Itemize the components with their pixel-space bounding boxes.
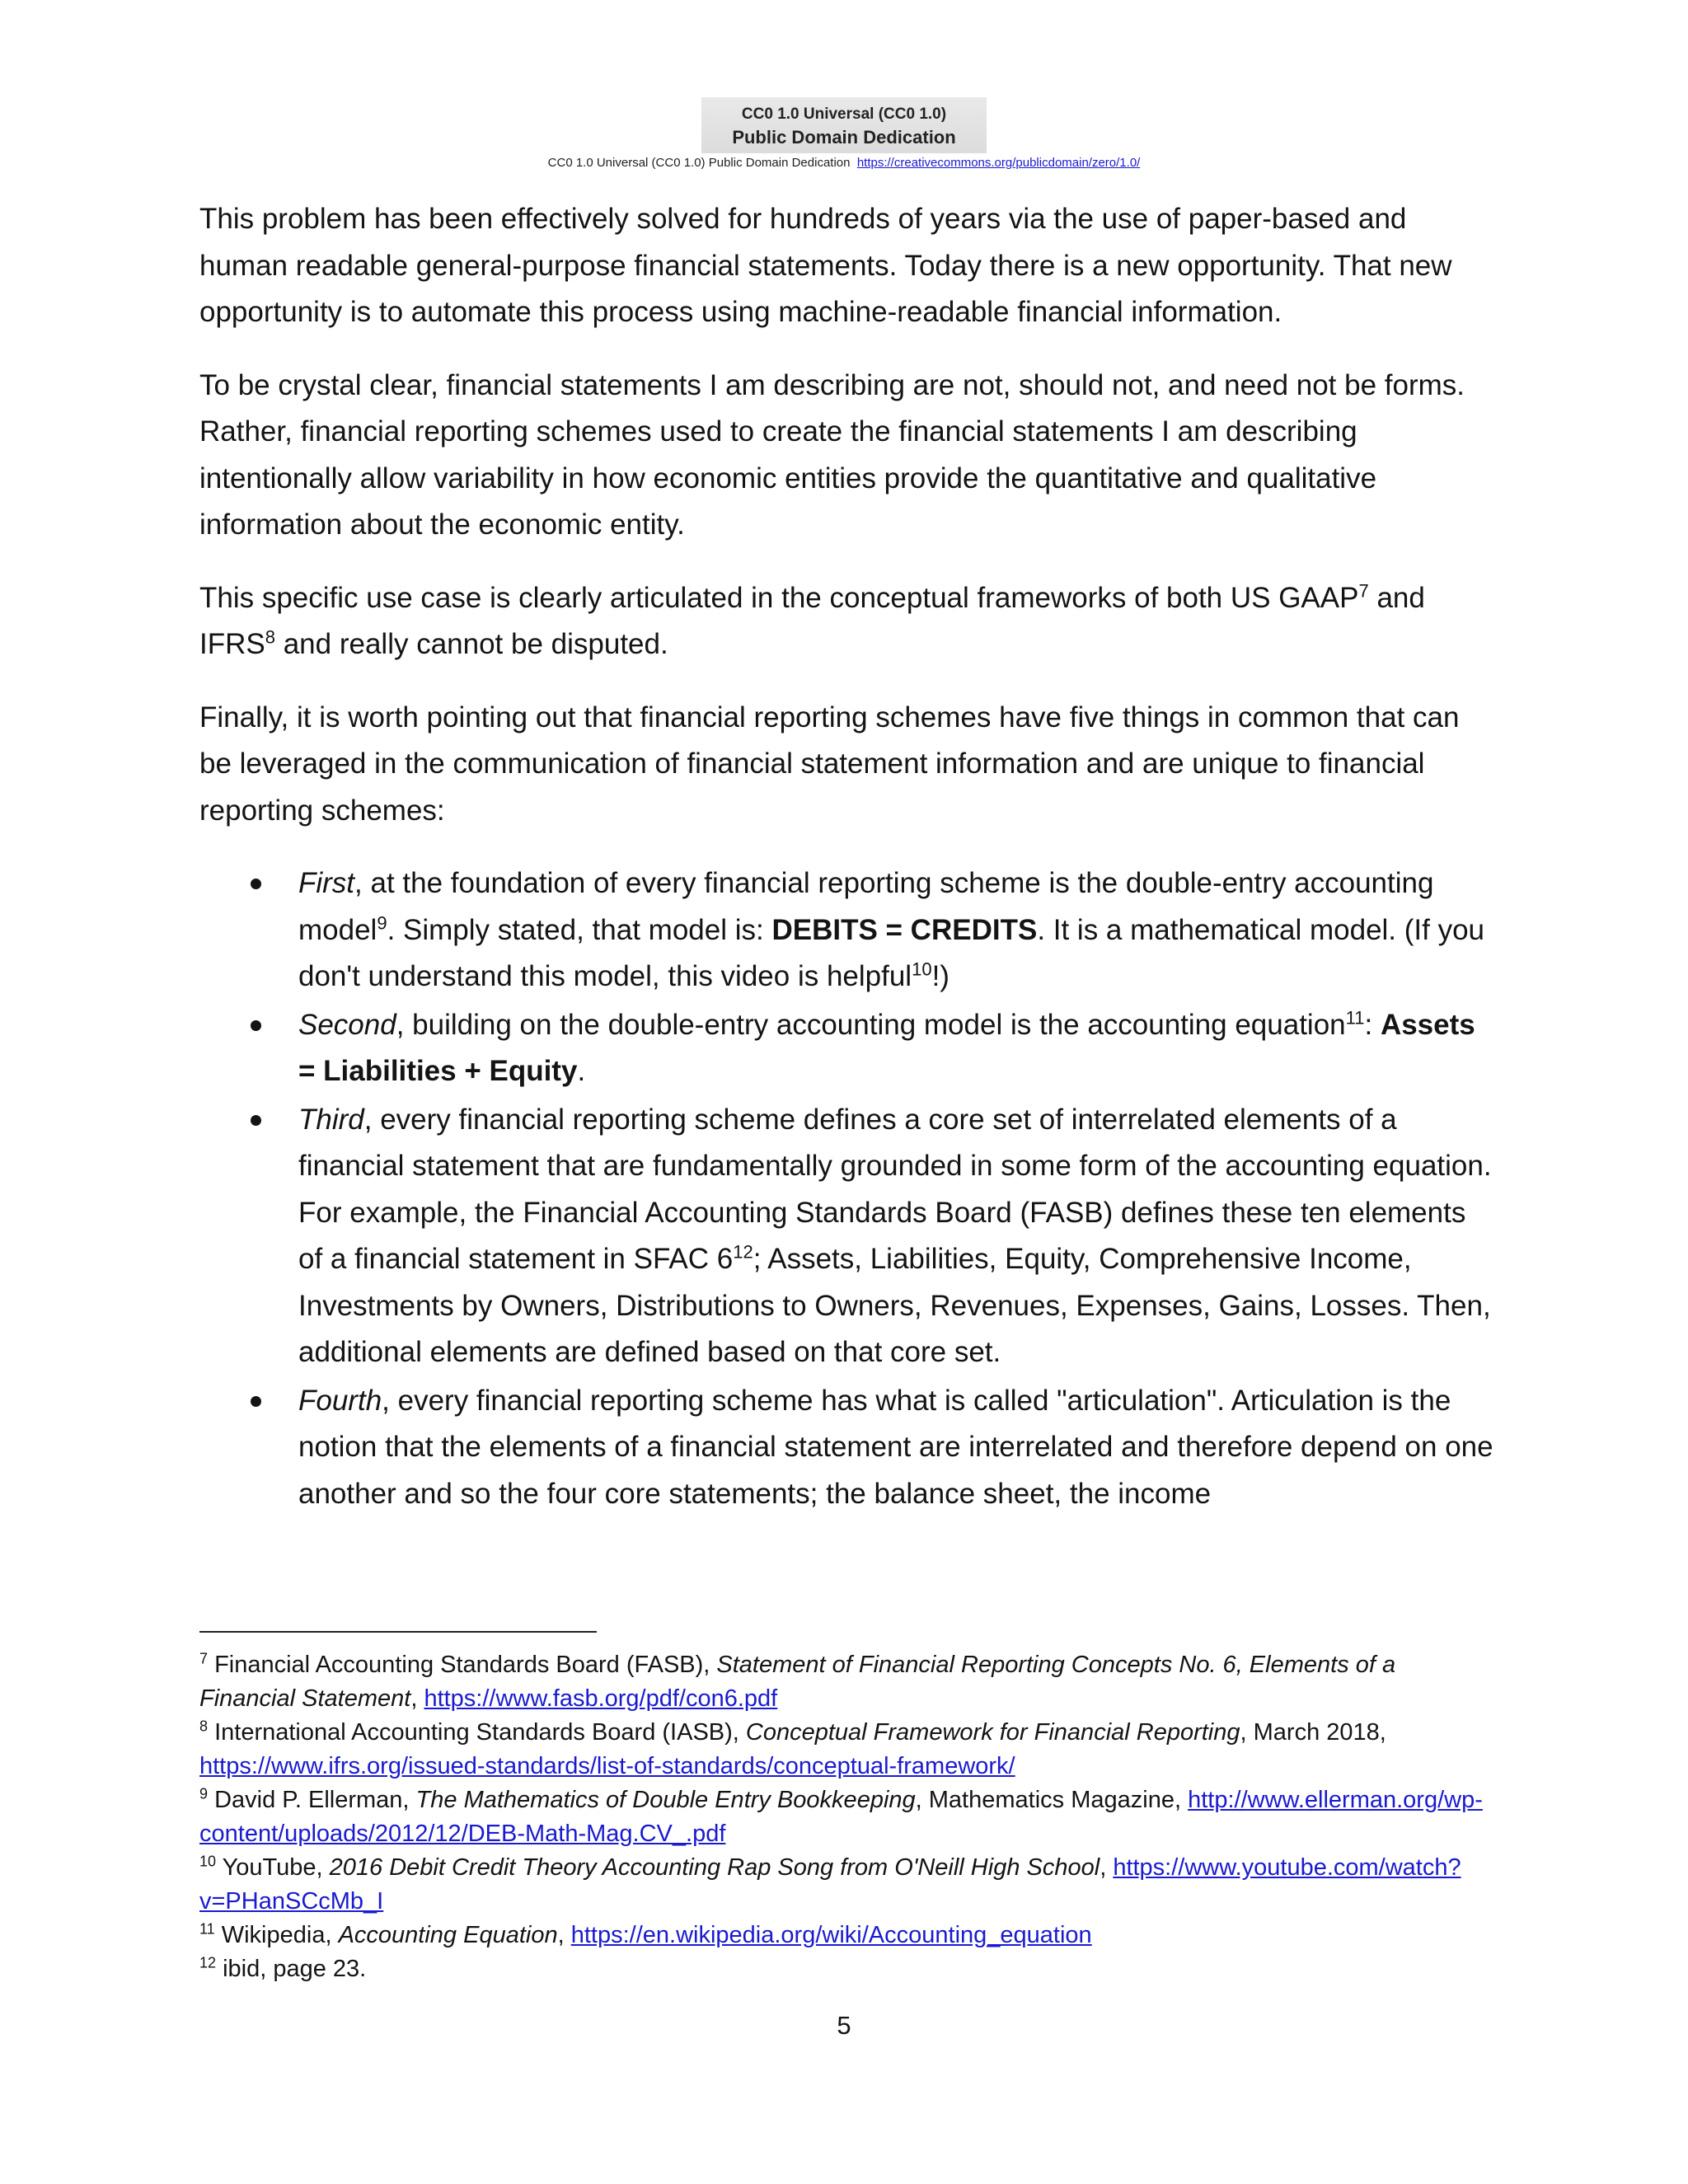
footnote-9	[199, 1783, 1493, 1851]
paragraph-3	[199, 575, 1493, 668]
footnote-title: Statement of Financial Reporting Concepts No. 6, Elements of a Financial Statement	[199, 1652, 1396, 1712]
footnote-number: 12	[199, 1954, 217, 1971]
page-number: 5	[837, 2011, 851, 2040]
list-item	[199, 1097, 1493, 1376]
footnote-text: ,	[1100, 1854, 1114, 1881]
footnote-link[interactable]: https://en.wikipedia.org/wiki/Accounting_equation	[570, 1922, 1092, 1948]
footnote-ref-12[interactable]: 12	[733, 1241, 753, 1263]
footnote-text: , Mathematics Magazine,	[915, 1787, 1189, 1813]
list-item-lead: First	[298, 867, 355, 899]
footnote-ref-11[interactable]: 11	[1345, 1006, 1365, 1028]
bullet-icon	[251, 879, 261, 889]
list-item	[199, 860, 1493, 1001]
footnote-separator	[199, 1631, 597, 1633]
list-item-text: .	[577, 1055, 586, 1087]
list-item-strong: Assets = Liabilities + Equity	[298, 1008, 1475, 1087]
footnote-ref-8[interactable]: 8	[265, 626, 275, 648]
footnote-title: Accounting Equation	[338, 1922, 558, 1948]
paragraph-2: To be crystal clear, financial statements I am describing are not, should not, and need not be forms. Rather, financial reporting schemes used to create the financial statements I am describing intentionally allow variability in how economic entities provide the quantitative and qualitative information about the economic entity.	[199, 368, 1465, 541]
list-item-lead: Third	[298, 1103, 364, 1136]
p3-text-c: and really cannot be disputed.	[274, 628, 668, 660]
list-item-text: , every financial reporting scheme defines a core set of interrelated elements of a financial statement that are fundamentally grounded in some form of the accounting equation. For example, the Financial Accounting Standards Board (FASB) defines these ten elements of a financial statement in SFAC 6	[298, 1103, 1492, 1275]
footnote-text: Financial Accounting Standards Board (FASB),	[208, 1652, 717, 1678]
footnote-number: 7	[199, 1650, 209, 1667]
body-text	[199, 196, 1493, 1519]
bullet-icon	[251, 1020, 261, 1031]
footnote-7	[199, 1648, 1493, 1716]
p3-text-a: This specific use case is clearly articulated in the conceptual frameworks of both US GAAP	[199, 581, 1359, 614]
badge-line-2: Public Domain Dedication	[732, 127, 956, 148]
cc0-license-badge	[701, 97, 987, 153]
footnote-text: David P. Ellerman,	[208, 1787, 416, 1813]
list-item-lead: Fourth	[298, 1384, 382, 1417]
license-caption	[0, 154, 1688, 172]
list-item-strong: DEBITS = CREDITS	[771, 913, 1038, 946]
list-item-text: , building on the double-entry accounting model is the accounting equation	[396, 1008, 1346, 1041]
footnotes	[199, 1648, 1493, 1986]
footnote-ref-9[interactable]: 9	[377, 912, 387, 933]
list-item-text: !)	[931, 960, 950, 992]
footnote-title: Conceptual Framework for Financial Reporting	[745, 1719, 1240, 1746]
footnote-text: , March 2018,	[1240, 1719, 1386, 1746]
license-link[interactable]: https://creativecommons.org/publicdomain/zero/1.0/	[856, 156, 1141, 170]
footnote-text: ,	[410, 1685, 424, 1712]
footnote-title: The Mathematics of Double Entry Bookkeeping	[415, 1787, 916, 1813]
badge-line-1: CC0 1.0 Universal (CC0 1.0)	[741, 105, 947, 123]
list-item-text: . It is a mathematical model. (If you don't understand this model, this video is helpful	[298, 913, 1485, 992]
paragraph-1: This problem has been effectively solved for hundreds of years via the use of paper-based and human readable general-purpose financial statements. Today there is a new opportunity. That new opportunity is to automate this process using machine-readable financial information.	[199, 203, 1452, 328]
footnote-link[interactable]: https://www.fasb.org/pdf/con6.pdf	[424, 1685, 778, 1712]
footnote-12	[199, 1952, 1493, 1986]
footnote-link[interactable]: https://www.youtube.com/watch?v=PHanSCcMb_I	[199, 1854, 1461, 1915]
footnote-text: Wikipedia,	[214, 1922, 339, 1948]
footnote-link[interactable]: https://www.ifrs.org/issued-standards/list-of-standards/conceptual-framework/	[199, 1753, 1015, 1779]
footnote-ref-10[interactable]: 10	[912, 958, 932, 980]
footnote-title: 2016 Debit Credit Theory Accounting Rap Song from O'Neill High School	[329, 1854, 1100, 1881]
paragraph-4: Finally, it is worth pointing out that financial reporting schemes have five things in common that can be leveraged in the communication of financial statement information and are unique to financial reporting schemes:	[199, 701, 1460, 827]
footnote-10	[199, 1851, 1493, 1919]
footnote-ref-7[interactable]: 7	[1358, 579, 1369, 601]
footnote-text: ibid, page 23.	[216, 1956, 367, 1982]
five-things-list	[199, 860, 1493, 1517]
footnote-link[interactable]: http://www.ellerman.org/wp-content/uploads/2012/12/DEB-Math-Mag.CV_.pdf	[199, 1787, 1483, 1847]
p3-text-b: and IFRS	[199, 581, 1425, 660]
list-item-lead: Second	[298, 1008, 396, 1041]
list-item	[199, 1378, 1493, 1518]
list-item-text: . Simply stated, that model is:	[387, 913, 772, 946]
footnote-text: YouTube,	[216, 1854, 330, 1881]
footnote-number: 11	[199, 1920, 215, 1938]
footnote-number: 9	[199, 1785, 209, 1802]
footnote-8	[199, 1716, 1493, 1783]
footnote-text: International Accounting Standards Board (IASB),	[208, 1719, 746, 1746]
list-item-text: , at the foundation of every financial reporting scheme is the double-entry accounting model	[298, 867, 1434, 946]
footnote-text: ,	[557, 1922, 571, 1948]
list-item-text: , every financial reporting scheme has what is called "articulation". Articulation is the notion that the elements of a financial statement are interrelated and therefore depend on one another and so the four core statements; the balance sheet, the income	[298, 1384, 1493, 1510]
list-item-text: ; Assets, Liabilities, Equity, Comprehensive Income, Investments by Owners, Distributions to Owners, Revenues, Expenses, Gains, Losses. Then, additional elements are defined based on that core set.	[298, 1243, 1491, 1368]
footnote-number: 10	[199, 1853, 217, 1870]
list-item-text: :	[1364, 1008, 1381, 1041]
bullet-icon	[251, 1115, 261, 1126]
list-item	[199, 1002, 1493, 1095]
bullet-icon	[251, 1396, 261, 1407]
license-caption-text: CC0 1.0 Universal (CC0 1.0) Public Domain Dedication	[547, 156, 851, 170]
footnote-11	[199, 1919, 1493, 1952]
footnote-number: 8	[199, 1718, 209, 1735]
